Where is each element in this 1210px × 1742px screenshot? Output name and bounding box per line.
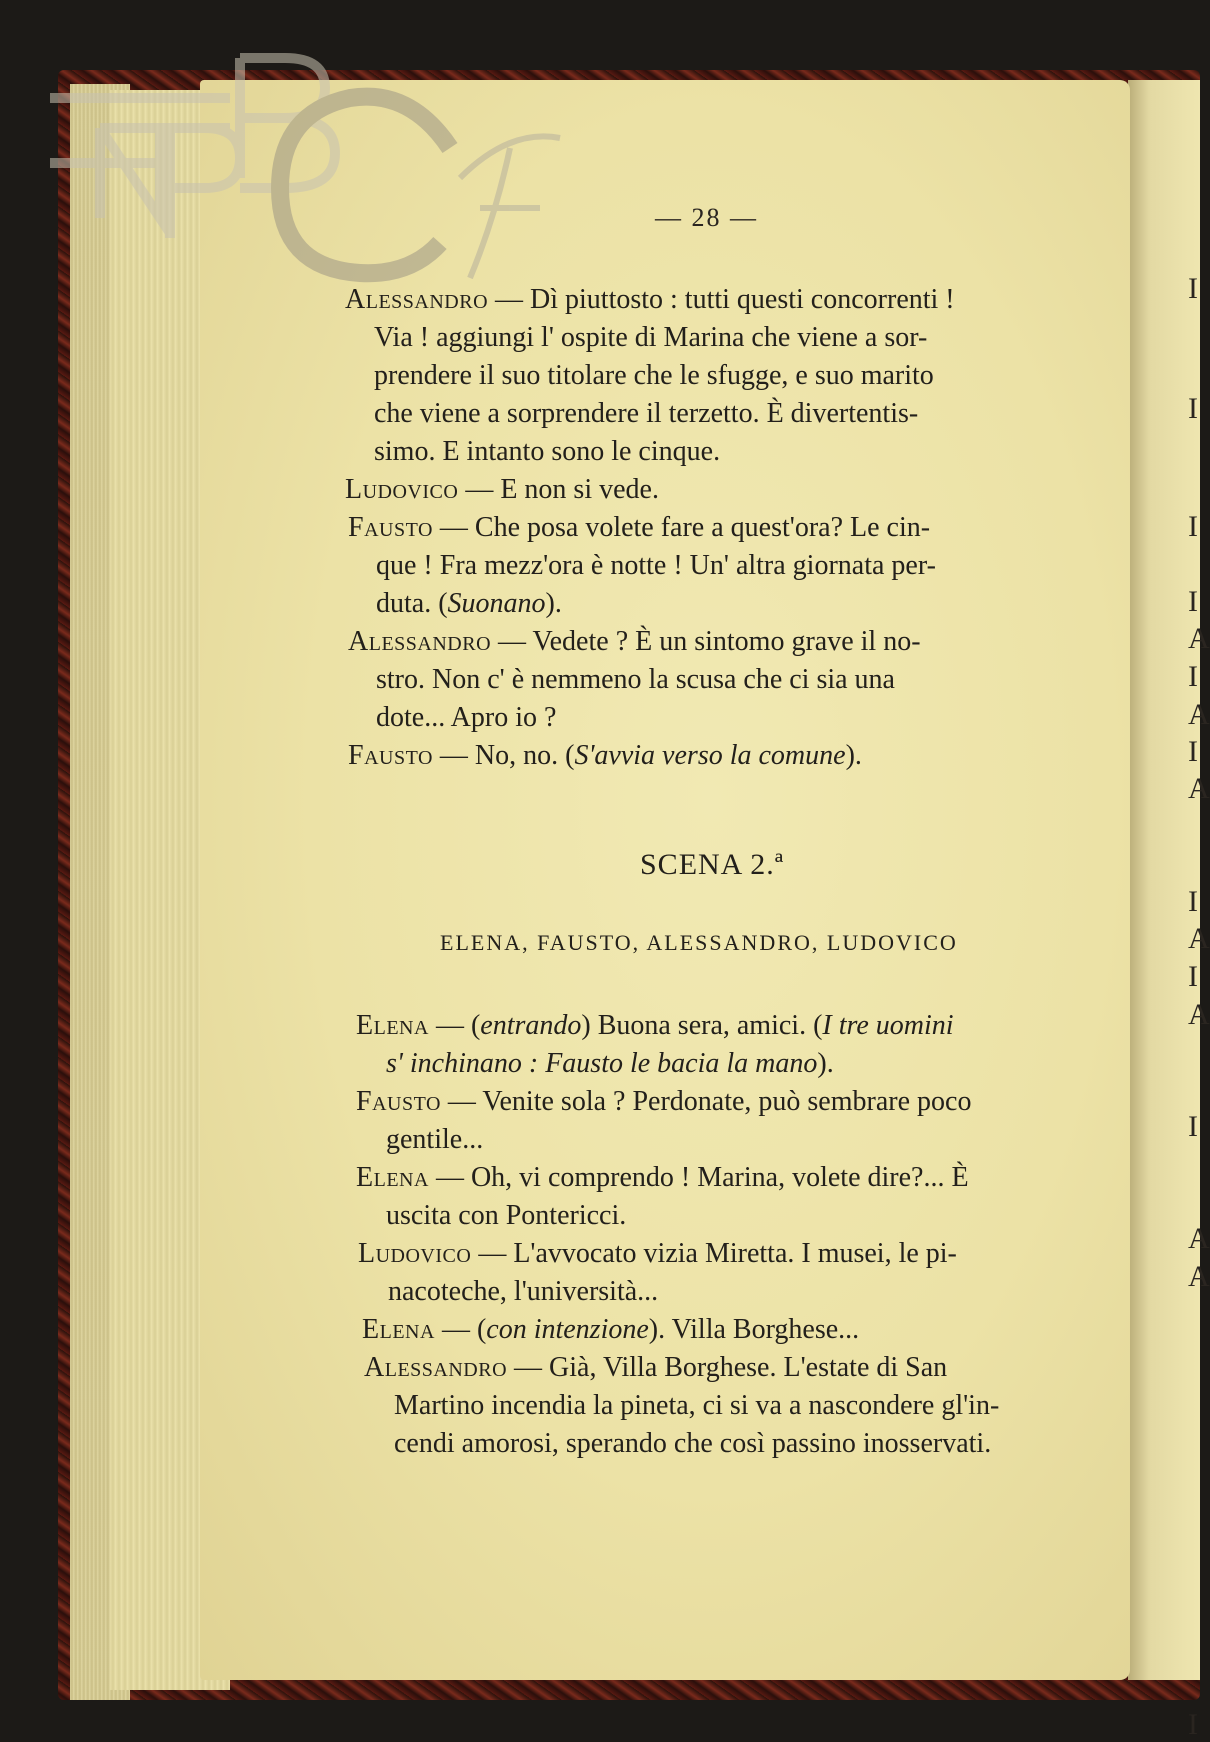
- speaker-dash: —: [432, 740, 475, 771]
- speaker-dash: —: [488, 284, 531, 315]
- watermark-text: BNCF: [40, 28, 43, 29]
- dialogue-line: [345, 280, 955, 319]
- speaker-name: Ludovico: [358, 1238, 472, 1269]
- speaker-name: Alessandro: [348, 626, 492, 657]
- next-page-letter: I: [1188, 660, 1198, 693]
- dialogue-line: [376, 584, 562, 623]
- dialogue-line: [348, 736, 862, 775]
- dialogue-text: Oh, vi comprendo ! Marina, volete dire?... È: [470, 1162, 969, 1193]
- speaker-dash: —: [432, 512, 475, 543]
- dialogue-line: nacoteche, l'università...: [388, 1276, 659, 1307]
- next-page-letter: I: [1188, 585, 1198, 618]
- speaker-name: Elena: [356, 1162, 429, 1193]
- speaker-dash: —: [507, 1352, 550, 1383]
- dialogue-text: ).: [817, 1048, 834, 1079]
- next-page-letter: I: [1188, 510, 1198, 543]
- next-page-letter: A: [1188, 1260, 1210, 1293]
- dialogue-text: duta. (: [376, 588, 448, 619]
- dialogue-line: Martino incendia la pineta, ci si va a nascondere gl'in-: [394, 1390, 1000, 1421]
- dialogue-line: [348, 508, 930, 547]
- next-page-letter: I: [1188, 735, 1198, 768]
- dialogue-line: simo. E intanto sono le cinque.: [374, 436, 721, 467]
- speaker-name: Fausto: [348, 740, 433, 771]
- speaker-name: Alessandro: [345, 284, 489, 315]
- dialogue-line: dote... Apro io ?: [376, 702, 557, 733]
- speaker-name: Ludovico: [345, 474, 459, 505]
- dialogue-text: No, no. (: [474, 740, 575, 771]
- page-number: — 28 —: [655, 203, 758, 232]
- stage-direction: entrando: [480, 1010, 582, 1041]
- stage-direction: I tre uomini: [822, 1010, 954, 1041]
- next-page-letter: A: [1188, 998, 1210, 1031]
- dialogue-line: que ! Fra mezz'ora è notte ! Un' altra giornata per-: [376, 550, 936, 581]
- dialogue-line: prendere il suo titolare che le sfugge, e suo marito: [374, 360, 934, 391]
- dialogue-text: Dì piuttosto : tutti questi concorrenti !: [530, 284, 955, 315]
- speaker-dash: —: [440, 1086, 483, 1117]
- dialogue-text: Vedete ? È un sintomo grave il no-: [532, 626, 921, 657]
- dialogue-line: [358, 1234, 957, 1273]
- dialogue-line: [364, 1348, 947, 1387]
- speaker-name: Elena: [356, 1010, 429, 1041]
- speaker-name: Fausto: [348, 512, 433, 543]
- next-page-letter: A: [1188, 1222, 1210, 1255]
- next-page-letter: I: [1188, 1110, 1198, 1143]
- stage-direction: Suonano: [447, 588, 546, 619]
- dialogue-line: che viene a sorprendere il terzetto. È divertentis-: [374, 398, 919, 429]
- dialogue-line: [356, 1082, 971, 1121]
- speaker-name: Elena: [362, 1314, 435, 1345]
- speaker-dash: —: [428, 1162, 471, 1193]
- scene-characters: ELENA, FAUSTO, ALESSANDRO, LUDOVICO: [440, 930, 958, 955]
- dialogue-text: (: [470, 1010, 481, 1041]
- dialogue-line: cendi amorosi, sperando che così passino inosservati.: [394, 1428, 992, 1459]
- next-page-letter: I: [1188, 960, 1198, 993]
- dialogue-line: gentile...: [386, 1124, 484, 1155]
- dialogue-text: Venite sola ? Perdonate, può sembrare poco: [482, 1086, 972, 1117]
- bncf-watermark: [40, 28, 600, 298]
- next-page-edge: [1128, 80, 1200, 1680]
- speaker-dash: —: [428, 1010, 471, 1041]
- next-page-letter: I: [1188, 272, 1198, 305]
- next-page-letter: A: [1188, 698, 1210, 731]
- stage-direction: con intenzione: [486, 1314, 649, 1345]
- speaker-dash: —: [491, 626, 533, 657]
- next-page-letter: A: [1188, 622, 1210, 655]
- stage-direction: s' inchinano : Fausto le bacia la mano: [386, 1048, 818, 1079]
- next-page-letter: I: [1188, 1708, 1198, 1741]
- dialogue-line: [386, 1044, 834, 1083]
- dialogue-text: ) Buona sera, amici. (: [581, 1010, 823, 1041]
- dialogue-line: uscita con Pontericci.: [386, 1200, 627, 1231]
- dialogue-text: ).: [845, 740, 862, 771]
- speaker-dash: —: [434, 1314, 477, 1345]
- dialogue-line: [348, 622, 921, 661]
- next-page-letter: A: [1188, 772, 1210, 805]
- dialogue-text: L'avvocato vizia Miretta. I musei, le pi-: [513, 1238, 957, 1269]
- dialogue-text: (: [476, 1314, 487, 1345]
- dialogue-line: [345, 470, 659, 509]
- speaker-name: Fausto: [356, 1086, 441, 1117]
- next-page-letter: I: [1188, 885, 1198, 918]
- dialogue-text: ).: [545, 588, 562, 619]
- dialogue-text: ). Villa Borghese...: [648, 1314, 860, 1345]
- dialogue-line: stro. Non c' è nemmeno la scusa che ci sia una: [376, 664, 895, 695]
- scene-title: SCENA 2.ª: [640, 848, 784, 881]
- stage-direction: S'avvia verso la comune: [574, 740, 846, 771]
- dialogue-line: Via ! aggiungi l' ospite di Marina che viene a sor-: [374, 322, 928, 353]
- dialogue-line: [356, 1006, 954, 1045]
- next-page-letter: A: [1188, 922, 1210, 955]
- dialogue-text: Che posa volete fare a quest'ora? Le cin-: [474, 512, 931, 543]
- dialogue-line: [362, 1310, 859, 1349]
- dialogue-text: Già, Villa Borghese. L'estate di San: [549, 1352, 948, 1383]
- next-page-letter: I: [1188, 392, 1198, 425]
- dialogue-text: E non si vede.: [500, 474, 659, 505]
- speaker-dash: —: [458, 474, 501, 505]
- dialogue-line: [356, 1158, 969, 1197]
- speaker-name: Alessandro: [364, 1352, 508, 1383]
- speaker-dash: —: [471, 1238, 514, 1269]
